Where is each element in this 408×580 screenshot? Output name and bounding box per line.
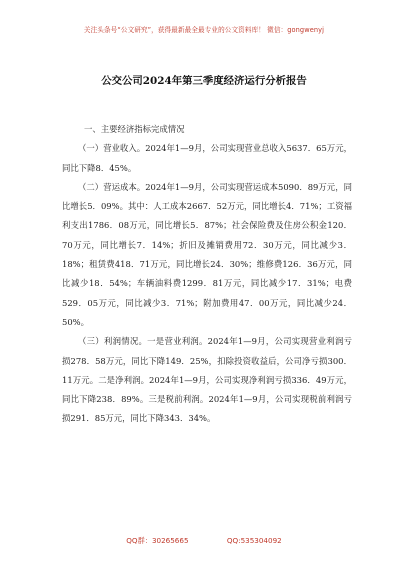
- document-body: [62, 120, 352, 429]
- document-title: 公交公司2024年第三季度经济运行分析报告: [101, 75, 307, 87]
- paragraph-revenue: （一）营业收入。2024年1—9月，公司实现营业总收入5637．65万元，同比下降8．45%。: [62, 143, 352, 173]
- footer-qq-contact: QQ:535304092: [226, 536, 282, 545]
- paragraph-operating-cost: （二）营运成本。2024年1—9月，公司实现营运成本5090．89万元，同比增长5．09%。其中：人工成本2667．52万元，同比增长4．71%；工资福利支出1786．08万元，同比增长5．87%；社会保险费及住房公积金120．70万元，同比增长7．14%；折旧及摊销费用72．30万元，同比减少3．18%；租赁费418．71万元，同比增长24．30%；维修费126．36万元，同比减少18．54%；车辆油料费1299．81万元，同比减少17．31%；电费529．05万元，同比减少3．71%；附加费用47．00万元，同比减少24．50%。: [62, 181, 352, 327]
- footer: [0, 536, 408, 546]
- footer-qq-group: QQ群：30265665: [126, 536, 189, 545]
- paragraph-profit: （三）利润情况。一是营业利润。2024年1—9月，公司实现营业利润亏损278．58万元，同比下降149．25%，扣除投资收益后，公司净亏损300．11万元。二是净利润。2024年1—9月，公司实现净利润亏损336．49万元，同比下降238．89%。三是税前利润。2024年1—9月，公司实现税前利润亏损291．85万元，同比下降343．34%。: [62, 336, 352, 424]
- top-banner: 关注头条号“公文研究”，获得最新最全最专业的公文资料库！ 微信：gongwenyj: [83, 26, 325, 34]
- section-heading: 一、主要经济指标完成情况: [84, 124, 185, 134]
